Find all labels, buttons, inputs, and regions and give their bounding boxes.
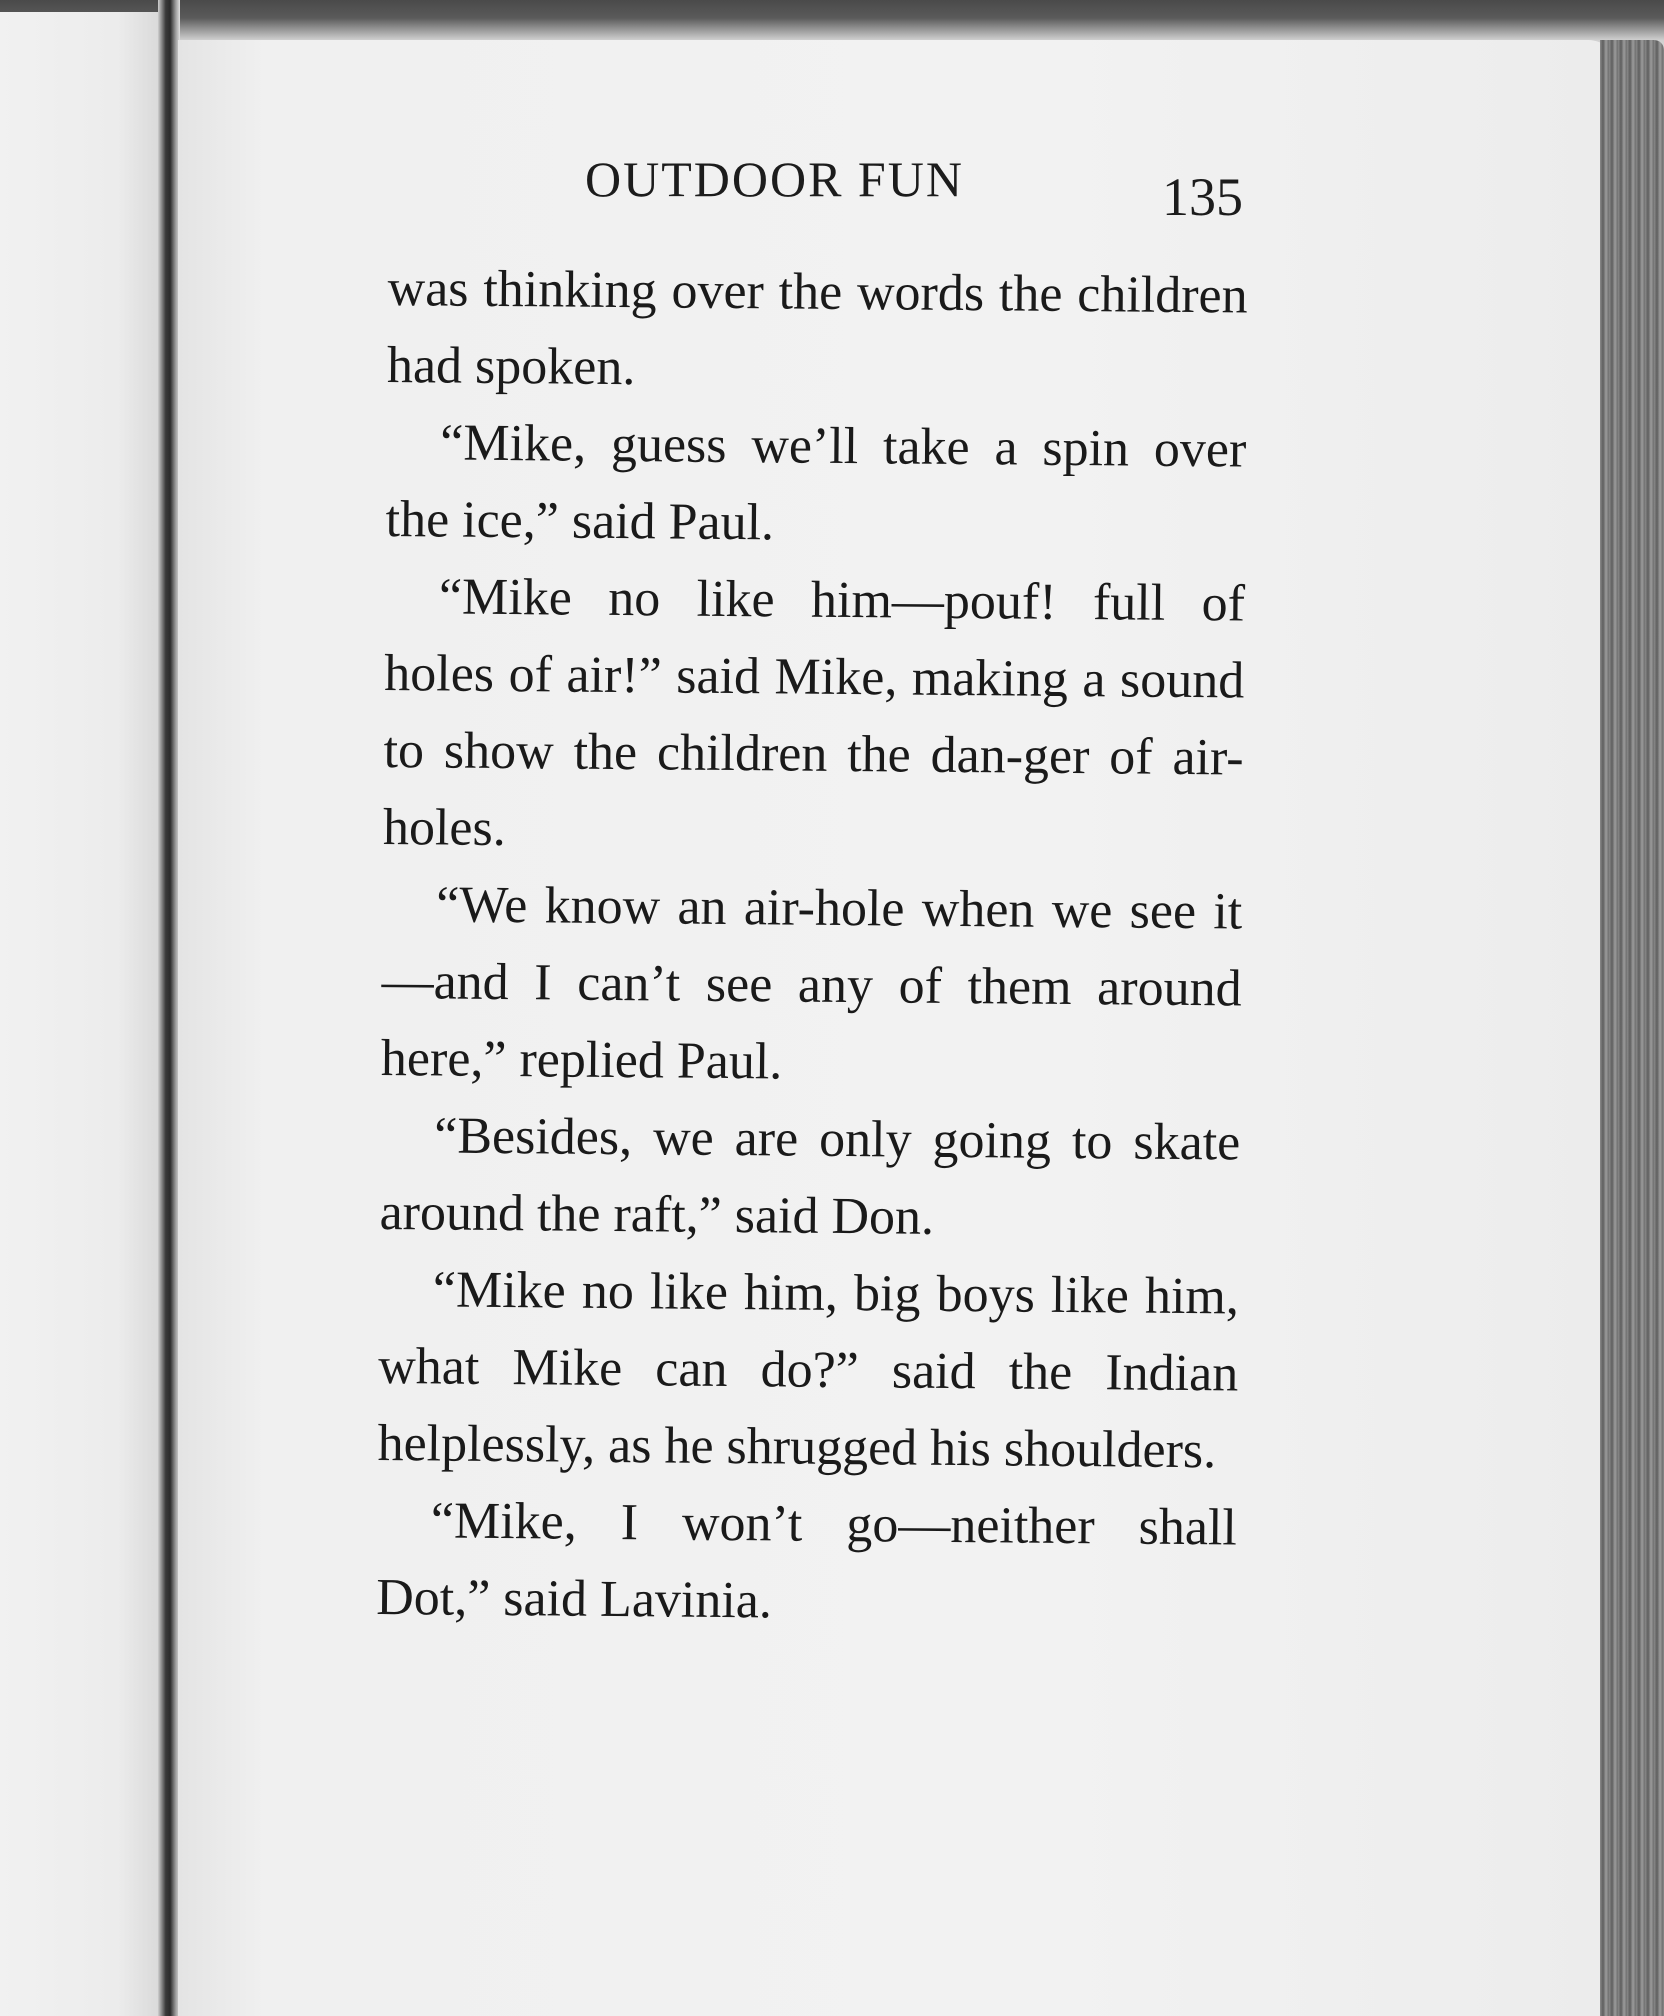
book-gutter	[158, 0, 180, 2016]
running-header: OUTDOOR FUN	[585, 151, 964, 207]
paragraph: “We know an air-hole when we see it—and I can’t see any of them around here,” replied Paul.	[380, 876, 1243, 1091]
paragraph: “Mike no like him—pouf! full of holes of air!” said Mike, making a sound to show the children the dan-ger of air-holes.	[382, 568, 1246, 858]
paragraph: “Mike, I won’t go—neither shall Dot,” said Lavinia.	[375, 1492, 1238, 1630]
page-edges	[1600, 40, 1664, 2016]
body-text	[376, 250, 1248, 1643]
paragraph: “Mike no like him, big boys like him, what Mike can do?” said the Indian helplessly, as he shrugged his shoulders.	[377, 1261, 1240, 1480]
paragraph: was thinking over the words the children had spoken.	[386, 259, 1248, 397]
paragraph: “Mike, guess we’ll take a spin over the ice,” said Paul.	[385, 414, 1247, 552]
paragraph: “Besides, we are only going to skate around the raft,” said Don.	[379, 1107, 1241, 1246]
left-facing-page	[0, 12, 168, 2016]
page-number: 135	[1162, 167, 1243, 227]
